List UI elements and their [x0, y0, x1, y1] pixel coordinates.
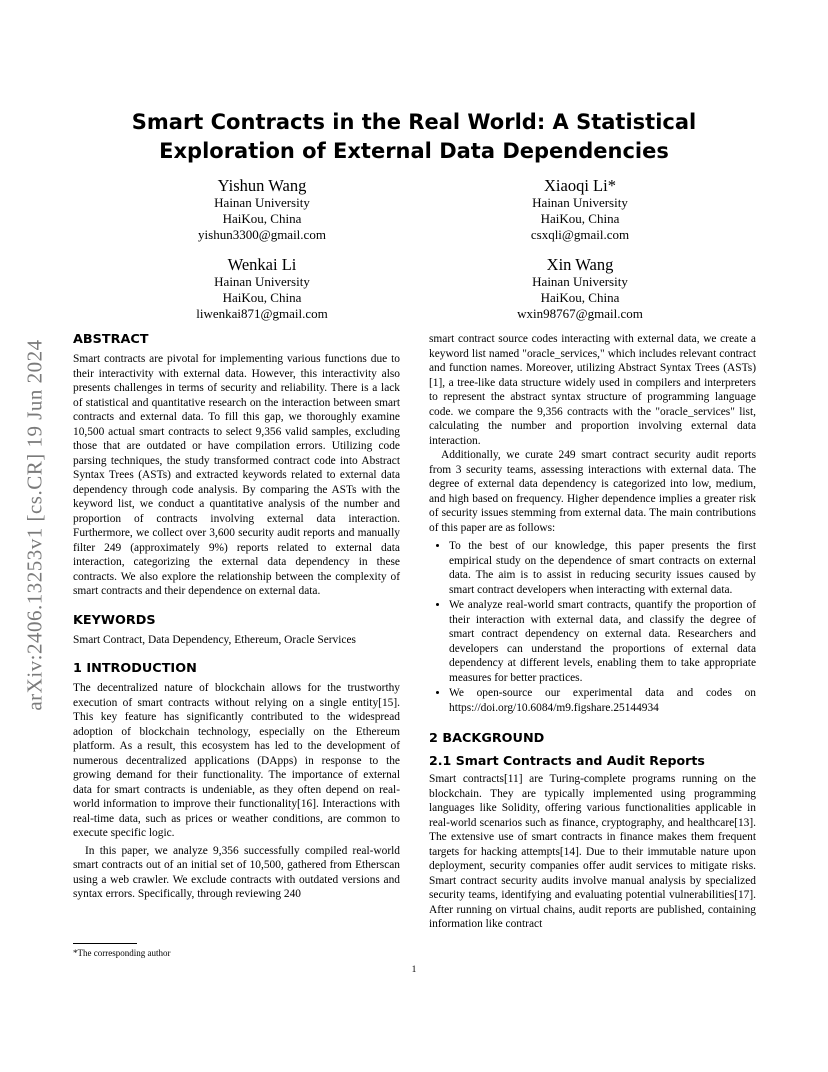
keywords-heading: KEYWORDS [73, 612, 156, 628]
author-name: Xin Wang [546, 255, 614, 274]
intro-paragraph-4: Additionally, we curate 249 smart contract security audit reports from 3 security teams, assessing interactions with external data. The degree of external data dependency is categorized into low, medium, and high based on frequency. Higher dependence implies a greater risk of security issues stemming from external data. The main contributions of this paper are as follows: [429, 449, 756, 534]
author-block-2 [458, 176, 702, 243]
contributions-list [429, 539, 756, 715]
background-subheading: 2.1 Smart Contracts and Audit Reports [429, 753, 705, 768]
intro-paragraph-3: smart contract source codes interacting with external data, we create a keyword list named "oracle_services," which includes relevant contract and function names. Moreover, utilizing Abstract Syntax Trees (ASTs) [1], a tree-like data structure widely used in compilers and interpreters to represent the abstract syntax structure of programming language code. we compare the 9,356 contracts with the "oracle_services" list, calculating the number and proportion involving external data interaction. [429, 333, 756, 447]
author-name: Xiaoqi Li* [544, 176, 616, 195]
list-item: • To the best of our knowledge, this paper presents the first empirical study on the dependence of smart contracts on external data. The aim is to assist in reducing security issues caused by smart contract developers when interacting with external data. [449, 539, 756, 597]
author-affiliation: Hainan University [214, 195, 310, 210]
background-heading: 2 BACKGROUND [429, 731, 545, 746]
intro-paragraph-2: In this paper, we analyze 9,356 successfully compiled real-world smart contracts out of an initial set of 10,500, gathered from Etherscan using a web crawler. We exclude contracts with outdated versions and syntax errors. Specifically, through reviewing 240 [73, 844, 400, 900]
author-block-1 [140, 176, 384, 243]
author-email: wxin98767@gmail.com [517, 306, 643, 321]
author-location: HaiKou, China [540, 211, 620, 226]
page-number: 1 [411, 965, 417, 975]
arxiv-sidebar [20, 290, 50, 760]
author-email: liwenkai871@gmail.com [196, 306, 328, 321]
background-paragraph-1: Smart contracts[11] are Turing-complete programs running on the blockchain. They are typically implemented using programming languages like Solidity, offering various functionalities applicable in real-world scenarios such as finance, cryptography, and healthcare[13]. The extensive use of smart contracts in finance makes them frequent targets for hacking attempts[14]. Due to their immutable nature upon deployment, security companies offer audit services to mitigate risks. Smart contract security audits involve manual analysis by specialized security teams, identifying and evaluating potential vulnerabilities[17]. After running on virtual chains, audit reports are published, containing information like contract [429, 773, 756, 930]
author-affiliation: Hainan University [532, 274, 628, 289]
footnote: *The corresponding author [73, 948, 171, 958]
author-affiliation: Hainan University [214, 274, 310, 289]
left-column [73, 332, 400, 902]
introduction-heading: 1 INTRODUCTION [73, 661, 197, 676]
author-location: HaiKou, China [222, 211, 302, 226]
abstract-heading: ABSTRACT [73, 332, 149, 347]
right-column [429, 332, 756, 932]
author-affiliation: Hainan University [532, 195, 628, 210]
author-location: HaiKou, China [540, 290, 620, 305]
author-block-3 [140, 255, 384, 322]
author-name: Yishun Wang [217, 176, 307, 195]
author-name: Wenkai Li [227, 255, 297, 274]
footnote-divider [73, 943, 137, 944]
abstract-text: Smart contracts are pivotal for implementing various functions due to their interactivity with external data. However, this interactivity also presents challenges in terms of security and reliability. There is a lack of statistical and quantitative research on the interaction between smart contracts and external data. To fill this gap, we thoroughly examine 10,500 actual smart contracts to select 9,356 valid samples, excluding those that are outdated or have compilation errors. Utilizing code parsing techniques, the study transformed contract code into Abstract Syntax Trees (ASTs) and extracted keywords related to external data dependency through code analysis. By comparing the ASTs with the keyword list, we conduct a quantitative analysis of the number and proportion of contracts involving external data interaction. Furthermore, we collect over 3,600 security audit reports and manually filter 249 (approximately 9%) reports related to external data interaction, categorizing the external data dependency in these contracts. We also explore the relationship between the complexity of smart contracts and their dependence on external data. [73, 353, 400, 597]
paper-title: Smart Contracts in the Real World: A Statistical Exploration of External Data Dependencies [131, 110, 697, 163]
list-item: • We open-source our experimental data and codes on https://doi.org/10.6084/m9.figshare.25144934 [449, 686, 756, 715]
author-location: HaiKou, China [222, 290, 302, 305]
arxiv-identifier: arXiv:2406.13253v1 [cs.CR] 19 Jun 2024 [22, 339, 47, 711]
keywords-text: Smart Contract, Data Dependency, Ethereum, Oracle Services [73, 633, 356, 646]
author-block-4 [458, 255, 702, 322]
author-email: csxqli@gmail.com [530, 227, 630, 242]
author-email: yishun3300@gmail.com [198, 227, 326, 242]
intro-paragraph-1: The decentralized nature of blockchain allows for the trustworthy execution of smart contracts without relying on a single entity[15]. This key feature has significantly contributed to the widespread adoption of blockchain technology, especially on the Ethereum platform. As a result, this ecosystem has led to the development of numerous decentralized applications (DApps) in response to the growing demand for their functionality. The importance of external data for smart contracts is undeniable, as they often depend on real-world information to improve their functionality[16]. Interactions with real-time data, such as prices or weather conditions, are common to execute specific logic. [73, 682, 400, 839]
list-item: • We analyze real-world smart contracts, quantify the proportion of their interaction with external data, and classify the degree of smart contract dependency on external data. Researchers and developers can understand the proportions of external data dependency at different levels, enabling them to take appropriate measures for better practices. [449, 598, 756, 685]
